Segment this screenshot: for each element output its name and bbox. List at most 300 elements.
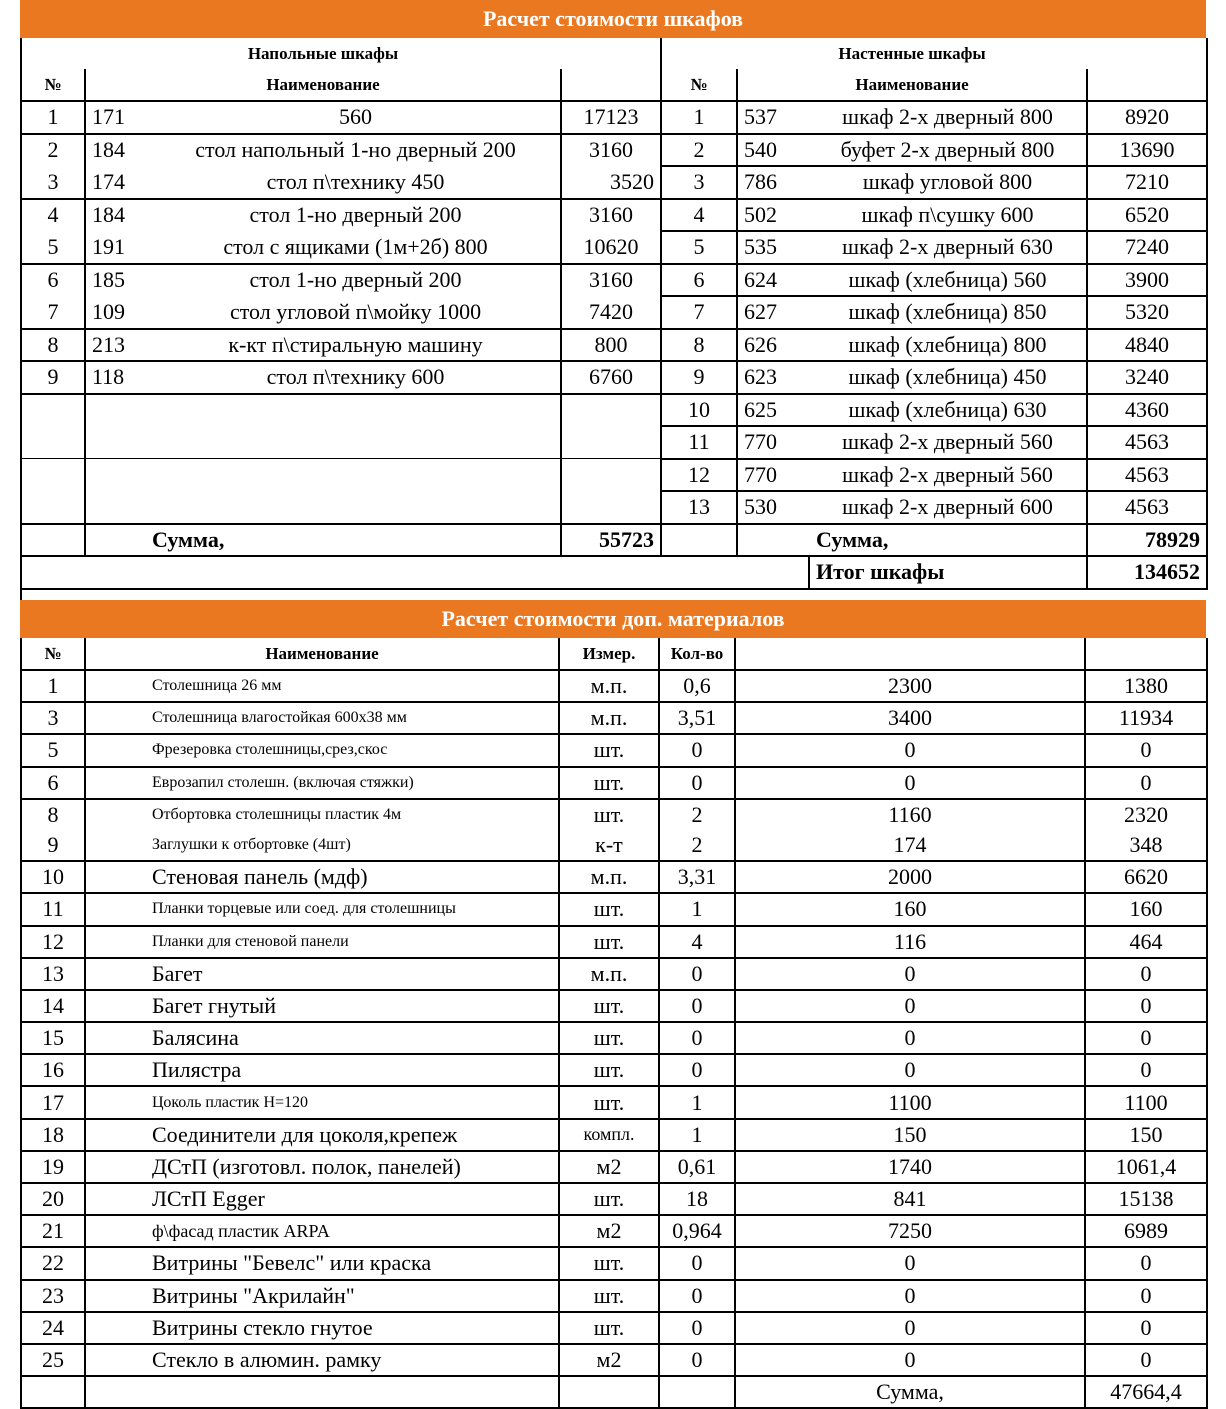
material-price: 160 [735, 893, 1085, 925]
wall-row-name: шкаф п\сушку 600 [809, 199, 1087, 232]
wall-row-code: 535 [737, 231, 809, 264]
material-name: Столешница влагостойкая 600х38 мм [85, 702, 559, 734]
cabinet-row [21, 296, 1207, 329]
material-price: 0 [735, 958, 1085, 990]
sum-empty [659, 1376, 735, 1408]
floor-row-name: стол 1-но дверный 200 [151, 264, 561, 297]
floor-row-name: стол с ящиками (1м+2б) 800 [223, 233, 488, 259]
material-unit: шт. [559, 1022, 659, 1054]
material-unit: шт. [559, 767, 659, 799]
wall-row-name: шкаф (хлебница) 560 [809, 264, 1087, 297]
cabinet-row [21, 394, 1207, 427]
floor-row-no: 8 [21, 329, 85, 362]
wall-row-price: 13690 [1087, 134, 1207, 167]
floor-row-price: 10620 [561, 231, 661, 264]
material-qty: 0 [659, 767, 735, 799]
wall-row-no: 3 [661, 166, 737, 199]
material-row [21, 1247, 1207, 1279]
floor-sum-value: 55723 [561, 524, 661, 557]
material-row [21, 990, 1207, 1022]
floor-empty [561, 426, 661, 459]
material-price: 7250 [735, 1215, 1085, 1247]
cabinet-row [21, 101, 1207, 134]
material-unit: шт. [559, 1280, 659, 1312]
material-unit: м.п. [559, 958, 659, 990]
material-price: 1740 [735, 1151, 1085, 1183]
material-no: 6 [21, 767, 85, 799]
wall-row-price: 4563 [1087, 459, 1207, 492]
material-price: 0 [735, 1312, 1085, 1344]
floor-empty [21, 426, 85, 459]
floor-empty [561, 491, 661, 524]
material-price: 0 [735, 1022, 1085, 1054]
material-name: Планки торцевые или соед. для столешницы [85, 893, 559, 925]
material-row [21, 893, 1207, 925]
wall-row-code: 770 [737, 459, 809, 492]
wall-row-no: 11 [661, 426, 737, 459]
material-row [21, 1151, 1207, 1183]
floor-row-name: стол напольный 1-но дверный 200 [151, 134, 561, 167]
wall-row-price: 7210 [1087, 166, 1207, 199]
material-name: Заглушки к отбортовке (4шт) [85, 830, 559, 861]
cabinet-row [21, 459, 1207, 492]
floor-row-name: стол угловой п\мойку 1000 [229, 298, 482, 324]
wall-row-name: шкаф 2-х дверный 600 [809, 491, 1087, 524]
materials-sum-value: 47664,4 [1085, 1376, 1207, 1408]
floor-empty [21, 394, 85, 427]
material-price: 1100 [735, 1086, 1085, 1118]
wall-row-no: 5 [661, 231, 737, 264]
material-unit: шт. [559, 990, 659, 1022]
material-name: ДСтП (изготовл. полок, панелей) [85, 1151, 559, 1183]
total-label: Итог шкафы [809, 556, 1087, 589]
material-no: 9 [21, 830, 85, 861]
material-name: Столешница 26 мм [85, 670, 559, 702]
material-price: 0 [735, 1280, 1085, 1312]
material-no: 24 [21, 1312, 85, 1344]
material-no: 10 [21, 861, 85, 893]
wall-row-name: шкаф 2-х дверный 800 [809, 101, 1087, 134]
wall-row-name: шкаф 2-х дверный 560 [809, 426, 1087, 459]
floor-sum-label: Сумма, [85, 524, 561, 557]
wall-row-price: 6520 [1087, 199, 1207, 232]
material-price: 3400 [735, 702, 1085, 734]
materials-title: Расчет стоимости доп. материалов [20, 600, 1206, 638]
material-name: Фрезеровка столешницы,срез,скос [85, 734, 559, 766]
material-row [21, 1312, 1207, 1344]
floor-empty [85, 491, 151, 524]
material-no: 8 [21, 799, 85, 830]
wall-row-no: 10 [661, 394, 737, 427]
floor-row-no: 4 [21, 199, 85, 232]
material-no: 23 [21, 1280, 85, 1312]
material-total: 6620 [1085, 861, 1207, 893]
floor-row-price: 6760 [561, 361, 661, 394]
floor-row-code: 185 [85, 264, 151, 297]
material-row [21, 1215, 1207, 1247]
material-total: 15138 [1085, 1183, 1207, 1215]
material-name: Стекло в алюмин. рамку [85, 1344, 559, 1376]
material-qty: 2 [659, 830, 735, 861]
wall-row-no: 2 [661, 134, 737, 167]
wall-row-no: 9 [661, 361, 737, 394]
floor-empty [85, 394, 151, 427]
material-unit: м.п. [559, 670, 659, 702]
col-total [1085, 638, 1207, 670]
material-row [21, 1054, 1207, 1086]
material-row [21, 1280, 1207, 1312]
material-total: 0 [1085, 958, 1207, 990]
material-qty: 0 [659, 1344, 735, 1376]
wall-row-price: 3900 [1087, 264, 1207, 297]
material-unit: шт. [559, 734, 659, 766]
floor-row-price: 3160 [561, 264, 661, 297]
floor-empty [561, 394, 661, 427]
floor-row-no: 5 [21, 231, 85, 264]
material-qty: 0,61 [659, 1151, 735, 1183]
sum-empty [21, 524, 85, 557]
material-total: 150 [1085, 1119, 1207, 1151]
material-row [21, 861, 1207, 893]
material-unit: шт. [559, 1086, 659, 1118]
material-price: 2000 [735, 861, 1085, 893]
material-unit: шт. [559, 1312, 659, 1344]
wall-row-code: 770 [737, 426, 809, 459]
material-unit: компл. [559, 1119, 659, 1151]
wall-row-price: 4840 [1087, 329, 1207, 362]
wall-row-code: 786 [737, 166, 809, 199]
material-unit: к-т [559, 830, 659, 861]
material-qty: 18 [659, 1183, 735, 1215]
cabinet-row [21, 361, 1207, 394]
wall-row-name: буфет 2-х дверный 800 [809, 134, 1087, 167]
col-qty: Кол-во [659, 638, 735, 670]
material-no: 3 [21, 702, 85, 734]
material-total: 11934 [1085, 702, 1207, 734]
wall-row-no: 13 [661, 491, 737, 524]
material-total: 2320 [1085, 799, 1207, 830]
material-no: 20 [21, 1183, 85, 1215]
material-name: ЛСтП Egger [85, 1183, 559, 1215]
floor-row-code: 174 [85, 166, 151, 199]
material-qty: 2 [659, 799, 735, 830]
material-qty: 0 [659, 734, 735, 766]
cabinet-row [21, 134, 1207, 167]
material-no: 1 [21, 670, 85, 702]
material-row [21, 767, 1207, 799]
material-unit: шт. [559, 1247, 659, 1279]
floor-row-code: 118 [85, 361, 151, 394]
material-qty: 4 [659, 926, 735, 958]
material-qty: 0,6 [659, 670, 735, 702]
material-total: 6989 [1085, 1215, 1207, 1247]
sum-empty [661, 524, 737, 557]
material-unit: м2 [559, 1151, 659, 1183]
floor-row-name: стол п\технику 600 [151, 361, 561, 394]
wall-row-price: 5320 [1087, 296, 1207, 329]
wall-row-no: 6 [661, 264, 737, 297]
material-name: Соединители для цоколя,крепеж [85, 1119, 559, 1151]
material-row [21, 1119, 1207, 1151]
wall-row-price: 8920 [1087, 101, 1207, 134]
wall-row-name: шкаф 2-х дверный 630 [809, 231, 1087, 264]
material-row [21, 1086, 1207, 1118]
material-no: 11 [21, 893, 85, 925]
floor-empty [151, 459, 561, 492]
material-unit: шт. [559, 893, 659, 925]
material-price: 0 [735, 990, 1085, 1022]
wall-row-code: 624 [737, 264, 809, 297]
cabinets-sum-row [21, 524, 1207, 557]
floor-row-code: 213 [85, 329, 151, 362]
wall-row-price: 3240 [1087, 361, 1207, 394]
wall-row-name: шкаф (хлебница) 630 [809, 394, 1087, 427]
floor-row-no: 2 [21, 134, 85, 167]
wall-row-no: 4 [661, 199, 737, 232]
material-no: 14 [21, 990, 85, 1022]
material-qty: 1 [659, 1086, 735, 1118]
material-total: 0 [1085, 990, 1207, 1022]
wall-row-name: шкаф (хлебница) 800 [809, 329, 1087, 362]
wall-row-name: шкаф угловой 800 [809, 166, 1087, 199]
material-name: Планки для стеновой панели [85, 926, 559, 958]
floor-empty [151, 394, 561, 427]
wall-row-no: 8 [661, 329, 737, 362]
wall-row-no: 1 [661, 101, 737, 134]
floor-row-code: 191 [85, 231, 151, 264]
floor-row-no: 9 [21, 361, 85, 394]
material-total: 0 [1085, 1344, 1207, 1376]
sum-empty [21, 1376, 85, 1408]
wall-row-code: 627 [737, 296, 809, 329]
material-total: 0 [1085, 1280, 1207, 1312]
material-name: Отбортовка столешницы пластик 4м [85, 799, 559, 830]
material-no: 22 [21, 1247, 85, 1279]
material-qty: 0 [659, 1247, 735, 1279]
wall-row-price: 4563 [1087, 426, 1207, 459]
material-row [21, 830, 1207, 861]
sum-empty [85, 1376, 559, 1408]
material-price: 2300 [735, 670, 1085, 702]
floor-row-no: 1 [21, 101, 85, 134]
material-no: 15 [21, 1022, 85, 1054]
wall-row-price: 4360 [1087, 394, 1207, 427]
material-row [21, 926, 1207, 958]
cabinet-row [21, 264, 1207, 297]
wall-row-code: 625 [737, 394, 809, 427]
material-price: 0 [735, 1247, 1085, 1279]
material-price: 0 [735, 767, 1085, 799]
col-price [735, 638, 1085, 670]
material-total: 464 [1085, 926, 1207, 958]
material-qty: 1 [659, 1119, 735, 1151]
floor-empty [151, 426, 561, 459]
wall-row-code: 540 [737, 134, 809, 167]
material-total: 0 [1085, 1054, 1207, 1086]
col-no-floor: № [21, 69, 85, 101]
material-price: 1160 [735, 799, 1085, 830]
material-unit: м.п. [559, 702, 659, 734]
material-name: Багет гнутый [85, 990, 559, 1022]
material-row [21, 958, 1207, 990]
floor-row-code: 109 [85, 296, 151, 329]
material-no: 19 [21, 1151, 85, 1183]
wall-row-code: 502 [737, 199, 809, 232]
floor-empty [85, 459, 151, 492]
material-name: Балясина [85, 1022, 559, 1054]
cabinet-row [21, 231, 1207, 264]
cabinet-row [21, 166, 1207, 199]
floor-row-name: к-кт п\стиральную машину [151, 329, 561, 362]
sum-empty [559, 1376, 659, 1408]
material-qty: 0 [659, 1054, 735, 1086]
cabinet-row [21, 329, 1207, 362]
material-name: Еврозапил столешн. (включая стяжки) [85, 767, 559, 799]
floor-empty [21, 459, 85, 492]
material-row [21, 1022, 1207, 1054]
wall-row-name: шкаф (хлебница) 450 [809, 361, 1087, 394]
floor-row-price: 17123 [561, 101, 661, 134]
material-total: 0 [1085, 1247, 1207, 1279]
floor-row-price: 3160 [561, 199, 661, 232]
floor-empty [561, 459, 661, 492]
material-no: 18 [21, 1119, 85, 1151]
wall-row-name: шкаф (хлебница) 850 [809, 296, 1087, 329]
wall-row-price: 4563 [1087, 491, 1207, 524]
wall-sum-label: Сумма, [737, 524, 1087, 557]
floor-row-name: 560 [151, 101, 561, 134]
cabinet-row [21, 199, 1207, 232]
material-qty: 0 [659, 1280, 735, 1312]
material-row [21, 1344, 1207, 1376]
floor-row-price: 800 [561, 329, 661, 362]
material-unit: шт. [559, 799, 659, 830]
material-row [21, 799, 1207, 830]
material-total: 0 [1085, 767, 1207, 799]
materials-table [20, 638, 1208, 1409]
col-name-floor: Наименование [85, 69, 561, 101]
floor-empty [85, 426, 151, 459]
wall-row-code: 626 [737, 329, 809, 362]
floor-row-no: 6 [21, 264, 85, 297]
material-name: Витрины "Акрилайн" [85, 1280, 559, 1312]
material-qty: 0 [659, 1022, 735, 1054]
floor-row-no: 3 [21, 166, 85, 199]
material-name: Витрины "Бевелс" или краска [85, 1247, 559, 1279]
wall-row-name: шкаф 2-х дверный 560 [809, 459, 1087, 492]
material-total: 1100 [1085, 1086, 1207, 1118]
cabinet-row [21, 426, 1207, 459]
material-total: 0 [1085, 1312, 1207, 1344]
col-unit: Измер. [559, 638, 659, 670]
material-total: 1061,4 [1085, 1151, 1207, 1183]
material-qty: 0 [659, 990, 735, 1022]
col-no-wall: № [690, 74, 708, 94]
floor-row-price: 3520 [561, 166, 661, 199]
material-qty: 1 [659, 893, 735, 925]
cabinets-table [20, 38, 1208, 590]
material-price: 174 [735, 830, 1085, 861]
floor-row-code: 171 [85, 101, 151, 134]
material-total: 1380 [1085, 670, 1207, 702]
cabinets-title: Расчет стоимости шкафов [20, 0, 1206, 38]
material-price: 0 [735, 734, 1085, 766]
material-price: 841 [735, 1183, 1085, 1215]
wall-row-price: 7240 [1087, 231, 1207, 264]
floor-cabinets-header: Напольные шкафы [247, 43, 399, 63]
material-unit: шт. [559, 1054, 659, 1086]
materials-sum-row [21, 1376, 1207, 1408]
wall-row-code: 623 [737, 361, 809, 394]
material-no: 17 [21, 1086, 85, 1118]
material-row [21, 702, 1207, 734]
material-total: 0 [1085, 734, 1207, 766]
material-unit: м2 [559, 1344, 659, 1376]
material-price: 0 [735, 1344, 1085, 1376]
material-price: 116 [735, 926, 1085, 958]
material-no: 25 [21, 1344, 85, 1376]
material-name: Багет [85, 958, 559, 990]
material-qty: 0 [659, 1312, 735, 1344]
floor-row-price: 3160 [561, 134, 661, 167]
material-row [21, 670, 1207, 702]
floor-empty [21, 491, 85, 524]
material-no: 12 [21, 926, 85, 958]
material-price: 0 [735, 1054, 1085, 1086]
material-name: Витрины стекло гнутое [85, 1312, 559, 1344]
wall-row-code: 530 [737, 491, 809, 524]
material-no: 13 [21, 958, 85, 990]
col-name: Наименование [85, 638, 559, 670]
material-price: 150 [735, 1119, 1085, 1151]
wall-row-no: 7 [661, 296, 737, 329]
material-total: 348 [1085, 830, 1207, 861]
floor-row-code: 184 [85, 134, 151, 167]
wall-sum-value: 78929 [1087, 524, 1207, 557]
material-qty: 3,51 [659, 702, 735, 734]
cabinet-row [21, 491, 1207, 524]
material-no: 16 [21, 1054, 85, 1086]
col-no: № [21, 638, 85, 670]
total-value: 134652 [1087, 556, 1207, 589]
material-total: 0 [1085, 1022, 1207, 1054]
material-qty: 3,31 [659, 861, 735, 893]
material-unit: м2 [559, 1215, 659, 1247]
material-name: Цоколь пластик Н=120 [85, 1086, 559, 1118]
material-total: 160 [1085, 893, 1207, 925]
floor-row-name: стол 1-но дверный 200 [151, 199, 561, 232]
floor-empty [151, 491, 561, 524]
material-unit: шт. [559, 1183, 659, 1215]
material-unit: м.п. [559, 861, 659, 893]
wall-cabinets-header: Настенные шкафы [838, 43, 986, 63]
wall-row-code: 537 [737, 101, 809, 134]
material-name: ф\фасад пластик ARPA [85, 1215, 559, 1247]
material-qty: 0 [659, 958, 735, 990]
col-name-wall: Наименование [737, 69, 1087, 101]
material-row [21, 734, 1207, 766]
wall-row-no: 12 [661, 459, 737, 492]
floor-row-price: 7420 [561, 296, 661, 329]
section-gap [20, 568, 1206, 600]
material-name: Стеновая панель (мдф) [85, 861, 559, 893]
materials-sum-label: Сумма, [735, 1376, 1085, 1408]
material-no: 5 [21, 734, 85, 766]
material-name: Пилястра [85, 1054, 559, 1086]
floor-row-code: 184 [85, 199, 151, 232]
floor-row-name: стол п\технику 450 [266, 168, 445, 194]
material-row [21, 1183, 1207, 1215]
